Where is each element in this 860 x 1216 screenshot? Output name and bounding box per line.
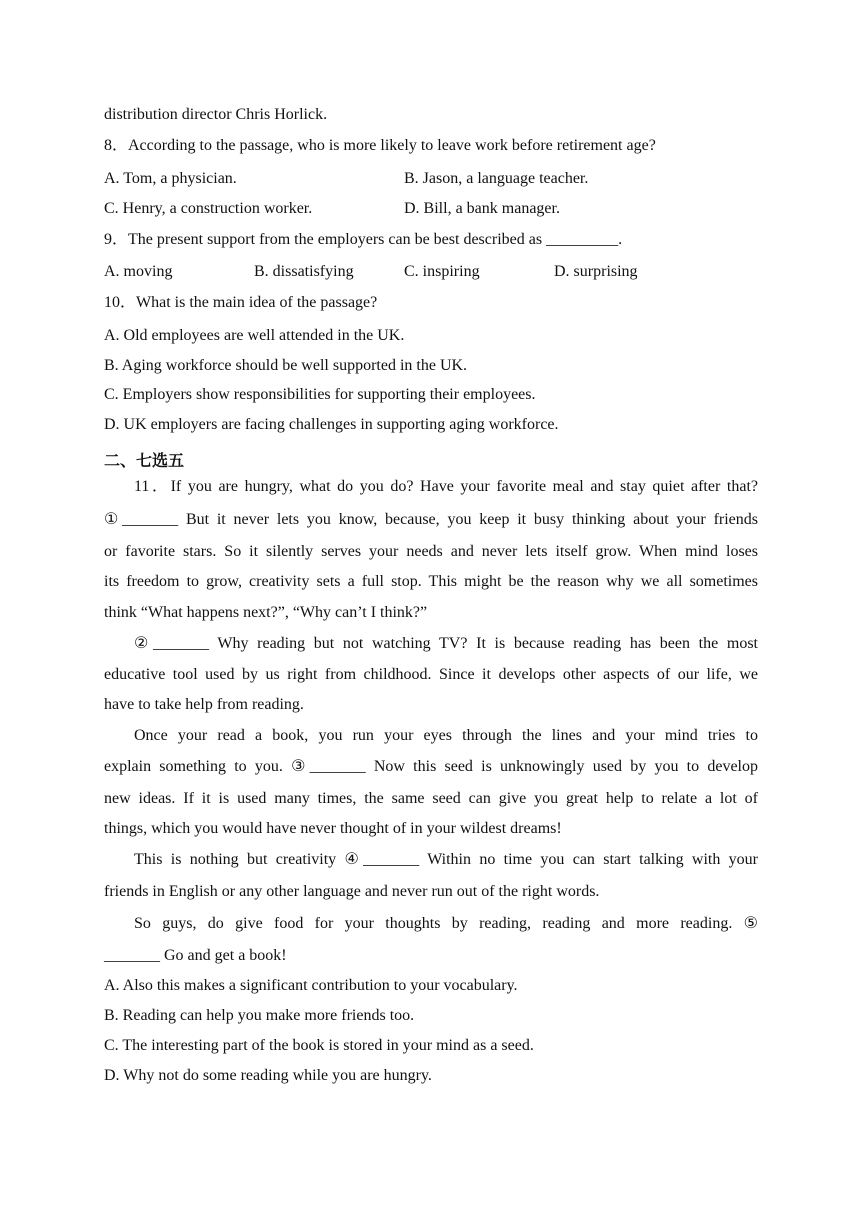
- q10-option-a: A. Old employees are well attended in the UK.: [104, 327, 405, 344]
- choice-a: A. Also this makes a significant contribution to your vocabulary.: [104, 977, 518, 994]
- passage-line: 11．If you are hungry, what do you do? Have your favorite meal and stay quiet after that?: [134, 478, 759, 495]
- passage-line: explain something to you. ③_______ Now this seed is unknowingly used by you to develop: [104, 758, 758, 775]
- q8-option-b: B. Jason, a language teacher.: [404, 170, 589, 187]
- q8-option-a: A. Tom, a physician.: [104, 170, 237, 187]
- passage-line: its freedom to grow, creativity sets a full stop. This might be the reason why we all sometimes: [104, 573, 758, 590]
- choice-c: C. The interesting part of the book is stored in your mind as a seed.: [104, 1037, 534, 1054]
- passage-line: new ideas. If it is used many times, the same seed can give you great help to relate a lot of: [104, 790, 758, 807]
- question-9-stem: 9．The present support from the employers can be best described as _________.: [104, 231, 623, 248]
- passage-line: ②_______ Why reading but not watching TV? It is because reading has been the most: [134, 635, 758, 652]
- passage-line: This is nothing but creativity ④_______ Within no time you can start talking with your: [134, 851, 758, 868]
- passage-line: So guys, do give food for your thoughts by reading, reading and more reading. ⑤: [134, 915, 758, 932]
- passage-line: educative tool used by us right from childhood. Since it develops other aspects of our life, we: [104, 666, 758, 683]
- passage-line: Once your read a book, you run your eyes through the lines and your mind tries to: [134, 727, 758, 744]
- q10-option-d: D. UK employers are facing challenges in supporting aging workforce.: [104, 416, 559, 433]
- passage-line: _______ Go and get a book!: [104, 947, 287, 964]
- continuation-line: distribution director Chris Horlick.: [104, 106, 328, 123]
- q10-option-c: C. Employers show responsibilities for supporting their employees.: [104, 386, 536, 403]
- q8-option-d: D. Bill, a bank manager.: [404, 200, 560, 217]
- passage-line: or favorite stars. So it silently serves your needs and never lets itself grow. When mind loses: [104, 543, 758, 560]
- question-10-stem: 10．What is the main idea of the passage?: [104, 294, 378, 311]
- q9-option-b: B. dissatisfying: [254, 263, 354, 280]
- passage-line: things, which you would have never thought of in your wildest dreams!: [104, 820, 562, 837]
- q9-option-d: D. surprising: [554, 263, 638, 280]
- question-8-stem: 8．According to the passage, who is more likely to leave work before retirement age?: [104, 137, 656, 154]
- q9-option-c: C. inspiring: [404, 263, 480, 280]
- passage-line: have to take help from reading.: [104, 696, 304, 713]
- q8-option-c: C. Henry, a construction worker.: [104, 200, 313, 217]
- passage-line: friends in English or any other language and never run out of the right words.: [104, 883, 600, 900]
- section-heading: 二、七选五: [104, 451, 185, 470]
- passage-line: ①_______ But it never lets you know, because, you keep it busy thinking about your friends: [104, 511, 758, 528]
- passage-line: think “What happens next?”, “Why can’t I think?”: [104, 604, 428, 621]
- choice-b: B. Reading can help you make more friends too.: [104, 1007, 415, 1024]
- q9-option-a: A. moving: [104, 263, 173, 280]
- q10-option-b: B. Aging workforce should be well supported in the UK.: [104, 357, 468, 374]
- choice-d: D. Why not do some reading while you are hungry.: [104, 1067, 432, 1084]
